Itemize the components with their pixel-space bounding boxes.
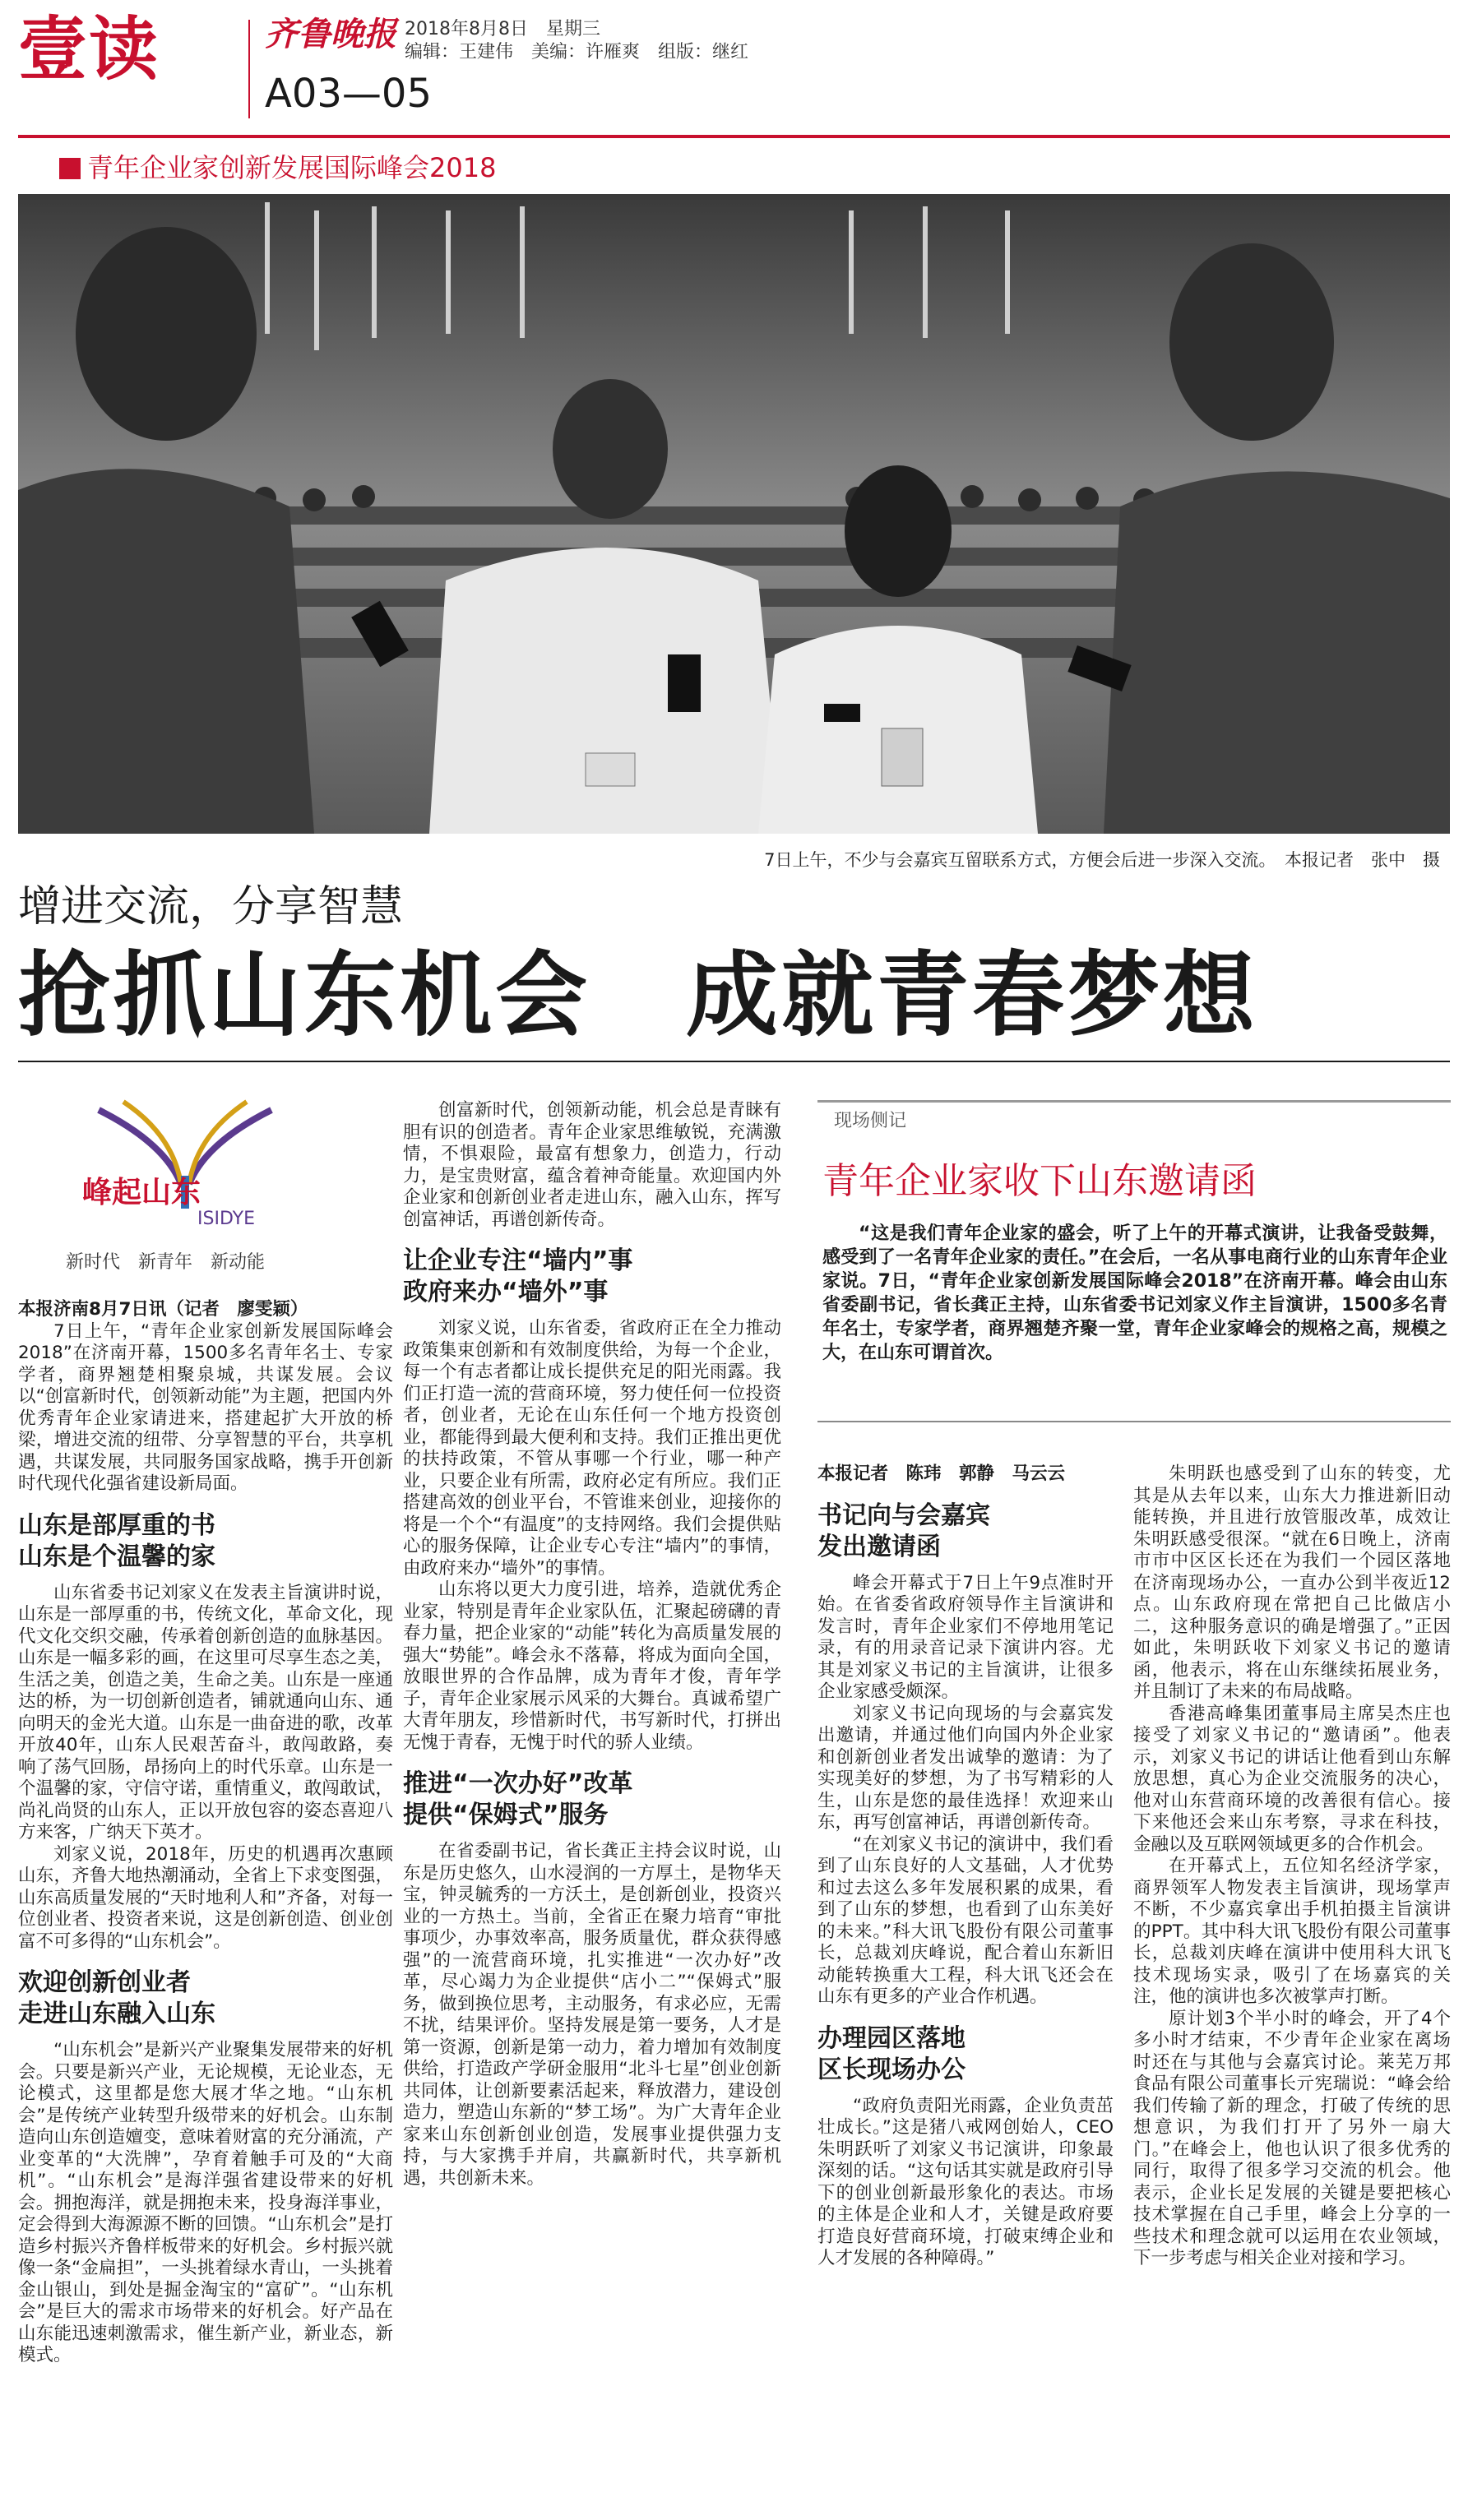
paragraph: “山东机会”是新兴产业聚集发展带来的好机会。只要是新兴产业，无论规模，无论业态，无论模式，这里都是您大展才华之地。“山东机会”是传统产业转型升级带来的好机会。山东制造向山东创造嬗变，意味着财富的充分涌流，产业变革的“大洗牌”，孕育着触手可及的“大商机”。“山东机会”是海洋强省建设带来的好机会。拥抱海洋，就是拥抱未来，投身海洋事业，定会得到大海源源不断的回馈。“山东机会”是打造乡村振兴齐鲁样板带来的好机会。乡村振兴就像一条“金扁担”，一头挑着绿水青山，一头挑着金山银山，到处是掘金淘宝的“富矿”。“山东机会”是巨大的需求市场带来的好机会。好产品在山东能迅速刺激需求，催生新产业，新业态，新模式。: [18, 2040, 393, 2365]
dateline: 本报济南8月7日讯（记者 廖雯颖）: [18, 1299, 308, 1320]
section-title: [59, 151, 496, 184]
header-rule: [18, 135, 1450, 138]
sidebar-column-2: [1133, 1463, 1451, 2270]
summit-logo: [66, 1094, 304, 1307]
subheading-3-line-2: 政府来办“墙外”事: [403, 1278, 609, 1306]
headline-rule: [18, 1061, 1450, 1062]
logo-slogan: 新时代 新青年 新动能: [66, 1252, 266, 1273]
sidebar-subheading-2-line-2: 区长现场办公: [817, 2055, 966, 2084]
paragraph: 峰会开幕式于7日上午9点准时开始。在省委省政府领导作主旨演讲和发言时，青年企业家们不停地用笔记录，有的用录音记录下演讲内容。尤其是刘家义书记的主旨演讲，让很多企业家感受颇深。: [817, 1572, 1114, 1702]
paragraph: 山东省委书记刘家义在发表主旨演讲时说，山东是一部厚重的书，传统文化，革命文化，现代文化交织交融，传承着创新创造的血脉基因。山东是一幅多彩的画，在这里可尽享生态之美，生活之美，创造之美，生命之美。山东是一座通达的桥，为一切创新创造者，铺就通向山东、通向明天的金光大道。山东是一曲奋进的歌，改革开放40年，山东人民艰苦奋斗，敢闯敢路，奏响了荡气回肠，昂扬向上的时代乐章。山东是一个温馨的家，守信守诺，重情重义，敢闯敢试，尚礼尚贤的山东人，正以开放包容的姿态喜迎八方来客，广纳天下英才。: [18, 1582, 393, 1843]
square-bullet-icon: [59, 158, 81, 179]
subheading-3-line-1: 让企业专注“墙内”事: [403, 1246, 633, 1275]
paragraph: “在刘家义书记的演讲中，我们看到了山东良好的人文基础，人才优势和过去这么多年发展积累的成果，看到了山东的梦想，也看到了山东美好的未来。”科大讯飞股份有限公司董事长，总裁刘庆峰说，配合着山东新旧动能转换重大工程，科大讯飞还会在山东有更多的产业合作机遇。: [817, 1833, 1114, 2007]
header-divider: [248, 20, 250, 118]
subheading-4-line-1: 推进“一次办好”改革: [403, 1769, 633, 1798]
article-kicker: 增进交流，分享智慧: [18, 882, 404, 932]
paragraph: 刘家义书记向现场的与会嘉宾发出邀请，并通过他们向国内外企业家和创新创业者发出诚挚的邀请：为了实现美好的梦想，为了书写精彩的人生，山东是您的最佳选择！欢迎来山东，再写创富神话，再谱创新传奇。: [817, 1703, 1114, 1833]
sidebar-header: [817, 1100, 1451, 1439]
sidebar-title: 青年企业家收下山东邀请函: [822, 1160, 1257, 1202]
sidebar-subheading-1-line-2: 发出邀请函: [817, 1532, 941, 1561]
subheading-2-line-2: 走进山东融入山东: [18, 2000, 215, 2028]
sidebar-tag-bar: [817, 1100, 1451, 1135]
sidebar-lead: “这是我们青年企业家的盛会，听了上午的开幕式演讲，让我备受鼓舞，感受到了一名青年企业家的责任。”在会后，一名从事电商行业的山东青年企业家说。7日，“青年企业家创新发展国际峰会2018”在济南开幕。峰会由山东省委副书记，省长龚正主持，山东省委书记刘家义作主旨演讲，1500多名青年名士，专家学者，商界翘楚齐聚一堂，青年企业家峰会的规格之高，规模之大，在山东可谓首次。: [822, 1223, 1447, 1363]
article-column-2: [403, 1100, 781, 2189]
paragraph: 创富新时代，创领新动能，机会总是青睐有胆有识的创造者。青年企业家思维敏锐，充满激情，不惧艰险，最富有想象力，创造力，行动力，是宝贵财富，蕴含着神奇能量。欢迎国内外企业家和创新创业者走进山东，融入山东，挥写创富神话，再谱创新传奇。: [403, 1100, 781, 1230]
paragraph: 山东将以更大力度引进，培养，造就优秀企业家，特别是青年企业家队伍，汇聚起磅礴的青春力量，把企业家的“动能”转化为高质量发展的强大“势能”。峰会永不落幕，将成为面向全国，放眼世界的合作品牌，成为青年才俊，青年学子，青年企业家展示风采的大舞台。真诚希望广大青年朋友，珍惜新时代，书写新时代，打拼出无愧于青春，无愧于时代的骄人业绩。: [403, 1579, 781, 1753]
newspaper-name: 齐鲁晚报: [265, 15, 396, 53]
editor-credits: 编辑：王建伟 美编：许雁爽 组版：继红: [405, 42, 749, 62]
header-meta: [405, 18, 748, 64]
subheading-1-line-2: 山东是个温馨的家: [18, 1542, 215, 1571]
subheading-1-line-1: 山东是部厚重的书: [18, 1510, 215, 1540]
subheading-2-line-1: 欢迎创新创业者: [18, 1968, 191, 1997]
subheading-1: [18, 1510, 393, 1573]
article-intro: 7日上午，“青年企业家创新发展国际峰会2018”在济南开幕，1500多名青年名士、专家学者，商界翘楚相聚泉城，共谋发展。会议以“创富新时代，创领新动能”为主题，把国内外优秀青年企业家请进来，搭建起扩大开放的桥梁，增进交流的纽带、分享智慧的平台，共享机遇，共谋发展，共同服务国家战略，携手开创新时代现代化强省建设新局面。: [18, 1320, 393, 1494]
paragraph: 在省委副书记，省长龚正主持会议时说，山东是历史悠久，山水浸润的一方厚土，是物华天宝，钟灵毓秀的一方沃土，是创新创业，投资兴业的一方热土。当前，全省正在聚力培育“审批事项少，办事效率高，服务质量优，群众获得感强”的一流营商环境，扎实推进“一次办好”改革，尽心竭力为企业提供“店小二”“保姆式”服务，做到换位思考，主动服务，有求必应，无需不扰，结果评价。坚持发展是第一要务，人才是第一资源，创新是第一动力，着力增加有效制度供给，打造政产学研金服用“北斗七星”创业创新共同体，让创新要素活起来，释放潜力，建设创造力，塑造山东新的“梦工场”。为广大青年企业家来山东创新创业创造，发展事业提供强力支持，与大家携手并肩，共赢新时代，共享新机遇，共创新未来。: [403, 1841, 781, 2189]
sidebar-subheading-1: [817, 1500, 1114, 1563]
paragraph: 朱明跃也感受到了山东的转变，尤其是从去年以来，山东大力推进新旧动能转换，并且进行放管服改革，成效让朱明跃感受很深。“就在6日晚上，济南市市中区区长还在为我们一个园区落地在济南现场办公，一直办公到半夜近12点。山东政府现在常把自己比做店小二，这种服务意识的确是增强了。”正因如此，朱明跃收下刘家义书记的邀请函，他表示，将在山东继续拓展业务，并且制订了未来的布局战略。: [1133, 1463, 1451, 1702]
page-number: A03—05: [265, 71, 432, 117]
subheading-4: [403, 1769, 781, 1831]
section-brand: 壹读: [18, 9, 160, 90]
paragraph: 在开幕式上，五位知名经济学家，商界领军人物发表主旨演讲，现场掌声不断，不少嘉宾拿出手机拍摄主旨演讲的PPT。其中科大讯飞股份有限公司董事长，总裁刘庆峰在演讲中使用科大讯飞技术现场实录，吸引了在场嘉宾的关注，他的演讲也多次被掌声打断。: [1133, 1856, 1451, 2007]
paragraph: “政府负责阳光雨露，企业负责茁壮成长。”这是猪八戒网创始人，CEO朱明跃听了刘家义书记演讲，印象最深刻的话。“这句话其实就是政府引导下的创业创新最形象化的表达。市场的主体是企业和人才，关键是政府要打造良好营商环境，打破束缚企业和人才发展的各种障碍。”: [817, 2095, 1114, 2268]
paragraph: 原计划3个半小时的峰会，开了4个多小时才结束，不少青年企业家在离场时还在与其他与会嘉宾讨论。莱芜万邦食品有限公司董事长亓宪瑞说：“峰会给我们传输了新的理念，打破了传统的思想意识，为我们打开了另外一扇大门。”在峰会上，他也认识了很多优秀的同行，取得了很多学习交流的机会。他表示，企业长足发展的关键是要把核心技术掌握在自己手里，峰会上分享的一些技术和理念就可以运用在农业领域，下一步考虑与相关企业对接和学习。: [1133, 2008, 1451, 2268]
paragraph: 刘家义说，2018年，历史的机遇再次惠顾山东，齐鲁大地热潮涌动，全省上下求变图强，山东高质量发展的“天时地利人和”齐备，对每一位创业者、投资者来说，这是创新创造、创业创富不可多得的“山东机会”。: [18, 1843, 393, 1952]
issue-date: 2018年8月8日 星期三: [405, 19, 600, 39]
photo-caption: 7日上午，不少与会嘉宾互留联系方式，方便会后进一步深入交流。 本报记者 张中 摄: [764, 850, 1440, 870]
article-column-1: [18, 1299, 393, 2367]
sidebar-byline: 本报记者 陈玮 郭静 马云云: [817, 1463, 1066, 1484]
article-headline: 抢抓山东机会 成就青春梦想: [18, 942, 1258, 1049]
section-title-text: 青年企业家创新发展国际峰会2018: [87, 152, 497, 183]
sidebar-divider: [817, 1421, 1451, 1422]
sidebar-tag: 现场侧记: [834, 1111, 907, 1131]
logo-text: 峰起山东: [82, 1176, 201, 1209]
subheading-2: [18, 1967, 393, 2030]
paragraph: 刘家义说，山东省委，省政府正在全力推动政策集束创新和有效制度供给，为每一个企业，每一个有志者都让成长提供充足的阳光雨露。我们正打造一流的营商环境，努力使任何一位投资者，创业者，无论在山东任何一个地方投资创业，都能得到最大便利和支持。我们正推出更优的扶持政策，不管从事哪一个行业，哪一种产业，只要企业有所需，政府必定有所应。我们正搭建高效的创业平台，不管谁来创业，迎接你的将是一个个“有温度”的支持网络。我们会提供贴心的服务保障，让企业专心专注“墙内”的事情，由政府来办“墙外”的事情。: [403, 1318, 781, 1579]
subheading-4-line-2: 提供“保姆式”服务: [403, 1801, 609, 1829]
sidebar-subheading-1-line-1: 书记向与会嘉宾: [817, 1500, 990, 1530]
subheading-3: [403, 1246, 781, 1308]
news-photo: [18, 194, 1450, 834]
sidebar-subheading-2: [817, 2023, 1114, 2086]
sidebar-column-1: [817, 1463, 1114, 2270]
sidebar-subheading-2-line-1: 办理园区落地: [817, 2023, 966, 2053]
photo-illustration: [18, 194, 1450, 834]
paragraph: 香港高峰集团董事局主席吴杰庄也接受了刘家义书记的“邀请函”。他表示，刘家义书记的讲话让他看到山东解放思想，真心为企业交流服务的决心，他对山东营商环境的改善很有信心。接下来他还会来山东考察，寻求在科技，金融以及互联网领域更多的合作机会。: [1133, 1703, 1451, 1855]
logo-abbr: ISIDYE: [197, 1209, 256, 1229]
